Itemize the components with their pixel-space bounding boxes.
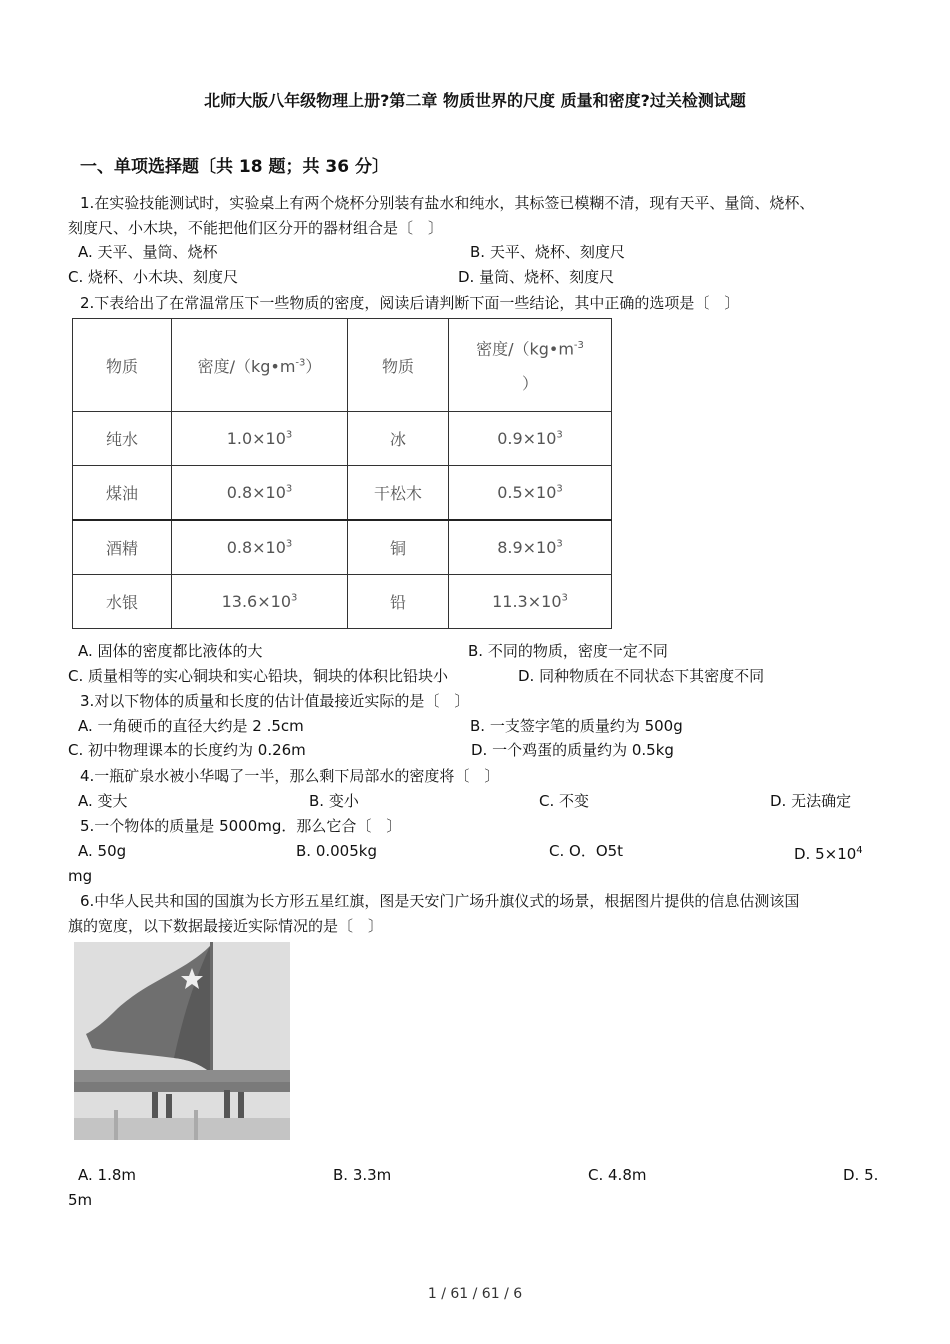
density-value: 11.3×10 [492, 592, 562, 611]
q3-stem: 3.对以下物体的质量和长度的估计值最接近实际的是〔 〕 [80, 692, 470, 710]
q2-option-d: D. 同种物质在不同状态下其密度不同 [518, 667, 765, 685]
q4-option-d: D. 无法确定 [770, 792, 852, 810]
header-text: 密度/（kg•m [476, 339, 574, 359]
q6-option-c: C. 4.8m [588, 1166, 647, 1184]
q3-option-c: C. 初中物理课本的长度约为 0.26m [68, 741, 306, 759]
document-title: 北师大版八年级物理上册?第二章 物质世界的尺度 质量和密度?过关检测试题 [204, 91, 746, 110]
table-header-cell: 物质 [73, 319, 172, 412]
table-cell [172, 412, 348, 466]
q5-option-d-text: D. 5×10 [794, 845, 857, 863]
density-exponent: 3 [556, 538, 563, 550]
q3-option-a: A. 一角硬币的直径大约是 2 .5cm [78, 717, 304, 735]
q6-option-a: A. 1.8m [78, 1166, 137, 1184]
table-cell: 煤油 [73, 466, 172, 521]
density-exponent: 3 [556, 429, 563, 441]
table-header-cell [449, 319, 612, 412]
table-cell: 酒精 [73, 520, 172, 575]
header-exponent: -3 [295, 357, 306, 369]
table-header-cell: 物质 [348, 319, 449, 412]
table-cell: 水银 [73, 575, 172, 629]
density-exponent: 3 [285, 429, 293, 441]
density-exponent: 3 [561, 592, 568, 604]
flag-raising-illustration [74, 942, 290, 1140]
table-header-cell [172, 319, 348, 412]
table-cell [449, 412, 612, 466]
q6-stem-line1: 6.中华人民共和国的国旗为长方形五星红旗，图是天安门广场升旗仪式的场景，根据图片提供的信息估测该国 [80, 892, 800, 910]
table-cell [449, 520, 612, 575]
density-value: 13.6×10 [221, 592, 291, 611]
density-value: 0.5×10 [497, 483, 557, 502]
table-cell [449, 466, 612, 521]
q1-option-b: B. 天平、烧杯、刻度尺 [470, 243, 625, 261]
table-cell [172, 520, 348, 575]
q2-option-a: A. 固体的密度都比液体的大 [78, 642, 263, 660]
q2-stem: 2.下表给出了在常温常压下一些物质的密度，阅读后请判断下面一些结论，其中正确的选项是〔 〕 [80, 294, 740, 312]
page-number: 1 / 61 / 61 / 6 [427, 1286, 523, 1302]
table-cell: 铜 [348, 520, 449, 575]
q2-option-b: B. 不同的物质，密度一定不同 [468, 642, 668, 660]
q6-stem-line2: 旗的宽度，以下数据最接近实际情况的是〔 〕 [68, 917, 384, 935]
density-value: 0.9×10 [497, 429, 557, 448]
q5-option-d-unit: mg [68, 867, 93, 885]
header-close: ） [305, 356, 322, 376]
q1-option-d: D. 量筒、烧杯、刻度尺 [458, 268, 615, 286]
header-text: 密度/（kg•m [197, 356, 296, 376]
q2-option-c: C. 质量相等的实心铜块和实心铅块，铜块的体积比铅块小 [68, 667, 449, 685]
q5-stem: 5.一个物体的质量是 5000mg．那么它合〔 〕 [80, 817, 402, 835]
q5-option-c: C. O．O5t [549, 842, 624, 860]
q3-option-b: B. 一支签字笔的质量约为 500g [470, 717, 683, 735]
header-close: ） [521, 373, 538, 393]
q5-option-d [794, 840, 863, 865]
q1-stem-line2: 刻度尺、小木块，不能把他们区分开的器材组合是〔 〕 [68, 219, 444, 237]
table-cell [172, 575, 348, 629]
table-cell [449, 575, 612, 629]
density-value: 0.8×10 [226, 483, 286, 502]
density-exponent: 3 [291, 592, 298, 604]
flag-raising-photo [74, 942, 290, 1140]
q4-option-c: C. 不变 [539, 792, 590, 810]
density-exponent: 3 [285, 483, 293, 495]
q4-option-b: B. 变小 [309, 792, 359, 810]
density-value: 8.9×10 [497, 538, 557, 557]
table-cell: 铅 [348, 575, 449, 629]
q5-option-a: A. 50g [78, 842, 127, 860]
q6-option-d: D. 5. [843, 1166, 879, 1184]
q4-option-a: A. 变大 [78, 792, 128, 810]
table-cell: 冰 [348, 412, 449, 466]
q6-option-b: B. 3.3m [333, 1166, 392, 1184]
table-cell: 干松木 [348, 466, 449, 521]
table-cell [172, 466, 348, 521]
density-value: 1.0×10 [226, 429, 286, 448]
q1-option-a: A. 天平、量筒、烧杯 [78, 243, 218, 261]
q1-option-c: C. 烧杯、小木块、刻度尺 [68, 268, 239, 286]
q5-option-d-exponent: 4 [856, 845, 863, 856]
table-cell: 纯水 [73, 412, 172, 466]
q1-stem-line1: 1.在实验技能测试时，实验桌上有两个烧杯分别装有盐水和纯水，其标签已模糊不清，现有天平、量筒、烧杯、 [80, 194, 815, 212]
q4-stem: 4.一瓶矿泉水被小华喝了一半，那么剩下局部水的密度将〔 〕 [80, 767, 500, 785]
q6-option-d-cont: 5m [68, 1191, 93, 1209]
density-value: 0.8×10 [226, 538, 286, 557]
q3-option-d: D. 一个鸡蛋的质量约为 0.5kg [471, 741, 674, 759]
density-exponent: 3 [285, 538, 293, 550]
density-table [72, 318, 612, 629]
q5-option-b: B. 0.005kg [296, 842, 377, 860]
header-exponent: -3 [573, 340, 584, 352]
section-heading: 一、单项选择题〔共 18 题；共 36 分〕 [80, 157, 389, 177]
density-exponent: 3 [556, 483, 563, 495]
